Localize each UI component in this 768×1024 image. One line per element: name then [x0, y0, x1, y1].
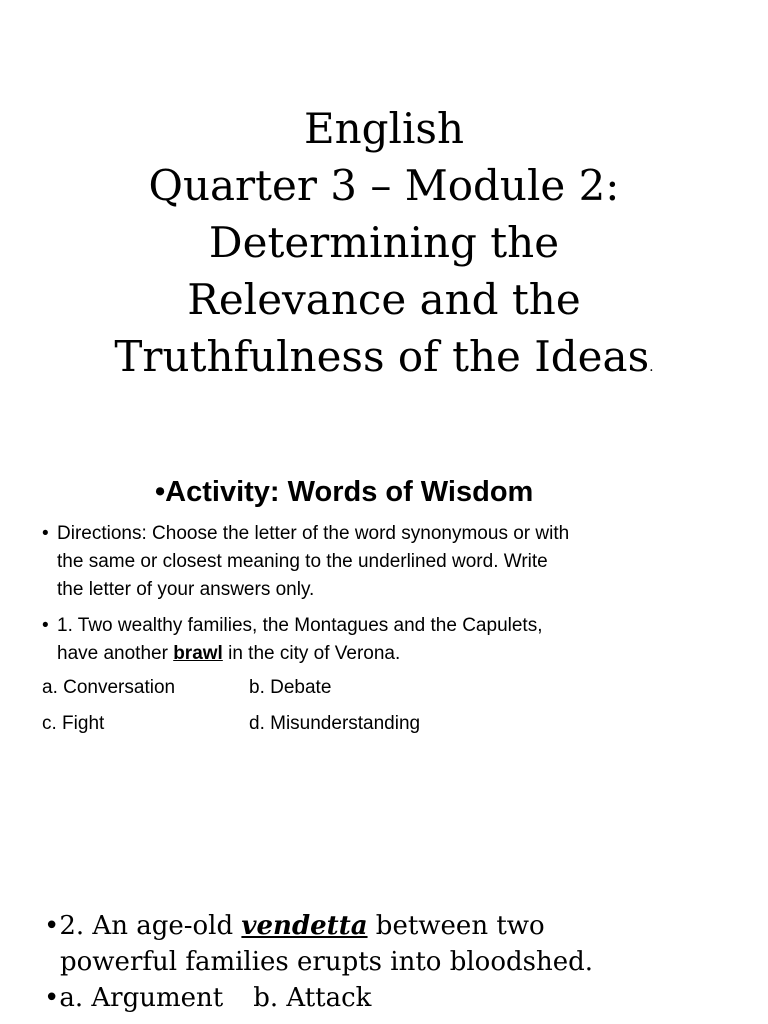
directions-bullet: •	[42, 523, 49, 544]
question-2-option-b: b. Attack	[253, 983, 372, 1013]
question-2	[44, 908, 754, 1016]
question-2-bullet: •	[44, 911, 60, 941]
question-1-keyword: brawl	[173, 643, 223, 664]
activity-heading-text: Activity: Words of Wisdom	[165, 476, 534, 508]
question-1-options	[42, 674, 420, 746]
title-quarter-module: Quarter 3 – Module 2:	[148, 161, 620, 210]
option-a: a. Conversation	[42, 677, 176, 698]
title-period: .	[649, 359, 654, 375]
option-c: c. Fight	[42, 713, 105, 734]
directions-line-2: the same or closest meaning to the underlined word. Write	[57, 551, 548, 572]
question-1-text-1: 1. Two wealthy families, the Montagues and the Capulets,	[57, 615, 543, 636]
question-2-text-before: 2. An age-old	[59, 911, 242, 941]
title-topic-line-2: Relevance and the	[187, 275, 581, 324]
question-2-keyword: vendetta	[241, 911, 368, 941]
question-1-bullet: •	[42, 615, 49, 636]
option-d: d. Misunderstanding	[249, 713, 421, 734]
options-row-2	[42, 710, 420, 746]
directions-paragraph	[42, 520, 742, 604]
activity-heading	[155, 472, 533, 512]
directions-text-1: Directions: Choose the letter of the word synonymous or with	[57, 523, 570, 544]
question-2-option-a: a. Argument	[59, 983, 224, 1013]
directions-line-3: the letter of your answers only.	[57, 579, 315, 600]
options-row-1	[42, 674, 420, 710]
title-topic-text: Truthfulness of the Ideas	[114, 332, 650, 381]
directions-line-1	[42, 520, 742, 548]
module-title	[0, 100, 768, 396]
question-2-line-1	[44, 908, 754, 944]
question-2-line-2: powerful families erupts into bloodshed.	[60, 947, 594, 977]
title-topic-line-1: Determining the	[208, 218, 560, 267]
option-b: b. Debate	[249, 677, 332, 698]
question-2-options	[44, 980, 754, 1016]
question-2-text-after: between two	[367, 911, 545, 941]
question-2-option-bullet: •	[44, 983, 60, 1013]
title-subject: English	[303, 104, 465, 153]
question-1-text-after: in the city of Verona.	[222, 643, 401, 664]
question-1-line-1	[42, 612, 742, 640]
activity-bullet: •	[155, 476, 166, 508]
question-1-line-2	[42, 640, 742, 668]
question-1	[42, 612, 742, 668]
title-topic-line-3	[0, 328, 768, 396]
question-1-text-before: have another	[57, 643, 174, 664]
